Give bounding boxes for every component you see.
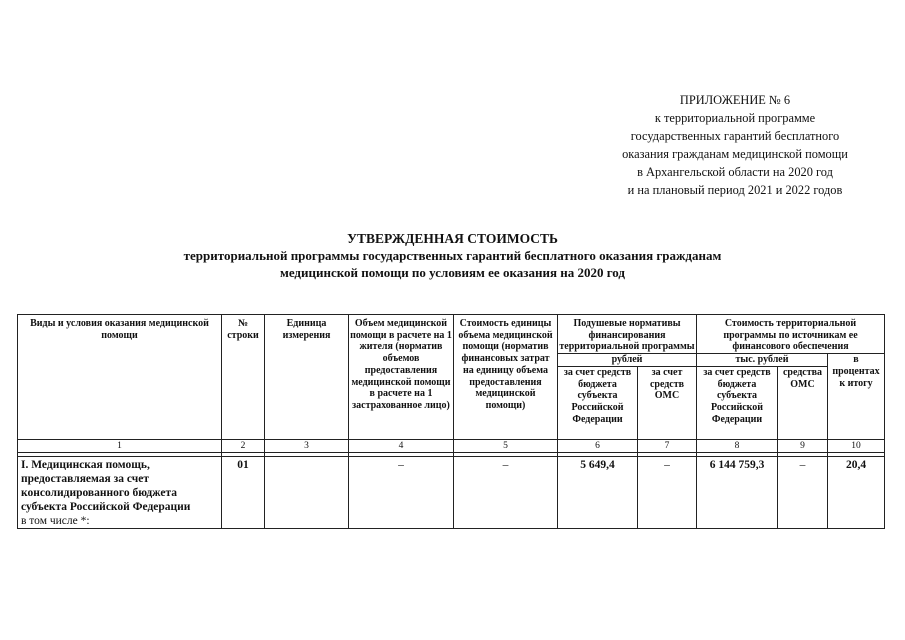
header-program-cost: Стоимость территориальной программы по источникам ее финансового обеспечения bbox=[697, 315, 885, 354]
cost-table bbox=[17, 314, 885, 529]
appendix-line: и на плановый период 2021 и 2022 годов bbox=[627, 183, 843, 197]
column-number: 4 bbox=[349, 439, 454, 452]
header-cost-budget: за счет средств бюджета субъекта Российской Федерации bbox=[697, 366, 778, 439]
table-row bbox=[18, 456, 885, 528]
appendix-line: к территориальной программе bbox=[654, 111, 816, 125]
header-unit: Единица измерения bbox=[265, 315, 349, 440]
column-number: 6 bbox=[558, 439, 638, 452]
title-line: медицинской помощи по условиям ее оказания на 2020 год bbox=[279, 265, 626, 280]
appendix-line: государственных гарантий бесплатного bbox=[630, 129, 840, 143]
header-pc-oms: за счет средств ОМС bbox=[638, 366, 697, 439]
appendix-line: ПРИЛОЖЕНИЕ № 6 bbox=[679, 93, 791, 107]
header-kind: Виды и условия оказания медицинской помощи bbox=[18, 315, 222, 440]
title-main: УТВЕРЖДЕННАЯ СТОИМОСТЬ bbox=[347, 231, 558, 246]
column-number: 2 bbox=[222, 439, 265, 452]
row-unit bbox=[265, 456, 349, 528]
row-unit-cost: – bbox=[454, 456, 558, 528]
header-rubles: рублей bbox=[558, 354, 697, 367]
header-pc-budget: за счет средств бюджета субъекта Российской Федерации bbox=[558, 366, 638, 439]
appendix-header bbox=[560, 91, 905, 199]
header-thousand-rubles: тыс. рублей bbox=[697, 354, 828, 367]
column-number: 9 bbox=[778, 439, 828, 452]
appendix-line: в Архангельской области на 2020 год bbox=[637, 165, 833, 179]
column-number: 8 bbox=[697, 439, 778, 452]
row-pc-oms: – bbox=[638, 456, 697, 528]
header-row-number: № строки bbox=[222, 315, 265, 440]
row-pc-budget: 5 649,4 bbox=[558, 456, 638, 528]
header-cost-oms: средства ОМС bbox=[778, 366, 828, 439]
column-number: 5 bbox=[454, 439, 558, 452]
header-unit-cost: Стоимость единицы объема медицинской помощи (норматив финансовых затрат на единицу объема предоставления медицинской помощи) bbox=[454, 315, 558, 440]
row-volume: – bbox=[349, 456, 454, 528]
row-cost-oms: – bbox=[778, 456, 828, 528]
column-number: 7 bbox=[638, 439, 697, 452]
document-title bbox=[20, 230, 885, 281]
row-number: 01 bbox=[222, 456, 265, 528]
column-number: 3 bbox=[265, 439, 349, 452]
column-number: 1 bbox=[18, 439, 222, 452]
row-name-bold: I. Медицинская помощь, предоставляемая за счет консолидированного бюджета субъекта Российской Федерации bbox=[21, 458, 191, 513]
row-cost-budget: 6 144 759,3 bbox=[697, 456, 778, 528]
column-number: 10 bbox=[828, 439, 885, 452]
row-name bbox=[18, 456, 222, 528]
appendix-line: оказания гражданам медицинской помощи bbox=[622, 147, 848, 161]
header-volume: Объем медицинской помощи в расчете на 1 жителя (норматив объемов предоставления медицинской помощи в расчете на 1 застрахованное лицо) bbox=[349, 315, 454, 440]
header-percent: в процентах к итогу bbox=[828, 354, 885, 440]
row-percent: 20,4 bbox=[828, 456, 885, 528]
header-per-capita: Подушевые нормативы финансирования территориальной программы bbox=[558, 315, 697, 354]
title-line: территориальной программы государственных гарантий бесплатного оказания гражданам bbox=[183, 248, 722, 263]
row-name-plain: в том числе *: bbox=[21, 514, 90, 527]
